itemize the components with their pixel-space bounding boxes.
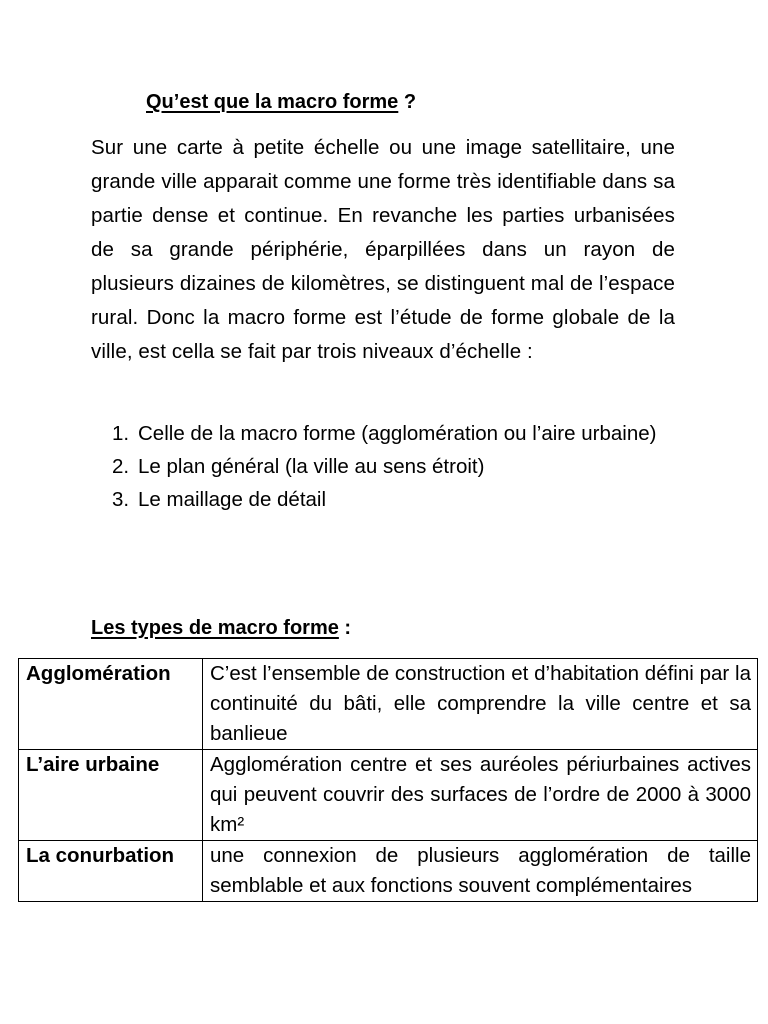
section-title-macro-forme: [146, 88, 416, 116]
list-item-text: Le plan général (la ville au sens étroit): [138, 455, 485, 478]
list-item-number: 1.: [112, 422, 130, 445]
table-cell-definition: C’est l’ensemble de construction et d’habitation défini par la continuité du bâti, elle comprendre la ville centre et sa banlieue: [203, 659, 758, 750]
section-title-text: Les types de macro forme: [91, 617, 339, 639]
table-row: [19, 841, 758, 902]
list-item: [112, 483, 675, 516]
section-title-suffix: :: [338, 617, 352, 639]
table-cell-term: La conurbation: [19, 841, 203, 902]
list-item-text: Celle de la macro forme (agglomération ou l’aire urbaine): [138, 422, 657, 445]
table-cell-term: Agglomération: [19, 659, 203, 750]
table-row: [19, 750, 758, 841]
section-title-types: [91, 614, 351, 642]
section-title-text: Qu’est que la macro forme: [146, 91, 399, 113]
section-title-suffix: ?: [398, 91, 417, 113]
macro-form-types-table: [18, 658, 758, 902]
list-item-number: 3.: [112, 488, 130, 511]
table-cell-definition: une connexion de plusieurs agglomération de taille semblable et aux fonctions souvent complémentaires: [203, 841, 758, 902]
intro-paragraph: Sur une carte à petite échelle ou une image satellitaire, une grande ville apparait comme une forme très identifiable dans sa partie dense et continue. En revanche les parties urbanisées de sa grande périphérie, éparpillées dans un rayon de plusieurs dizaines de kilomètres, se distinguent mal de l’espace rural. Donc la macro forme est l’étude de forme globale de la ville, est cella se fait par trois niveaux d’échelle :: [91, 136, 675, 363]
table-cell-term: L’aire urbaine: [19, 750, 203, 841]
list-item: [112, 417, 675, 450]
scale-levels-list: [112, 417, 675, 516]
list-item-number: 2.: [112, 455, 130, 478]
list-item: [112, 450, 675, 483]
table-cell-definition: Agglomération centre et ses auréoles périurbaines actives qui peuvent couvrir des surfaces de l’ordre de 2000 à 3000 km²: [203, 750, 758, 841]
list-item-text: Le maillage de détail: [138, 488, 327, 511]
table-row: [19, 659, 758, 750]
